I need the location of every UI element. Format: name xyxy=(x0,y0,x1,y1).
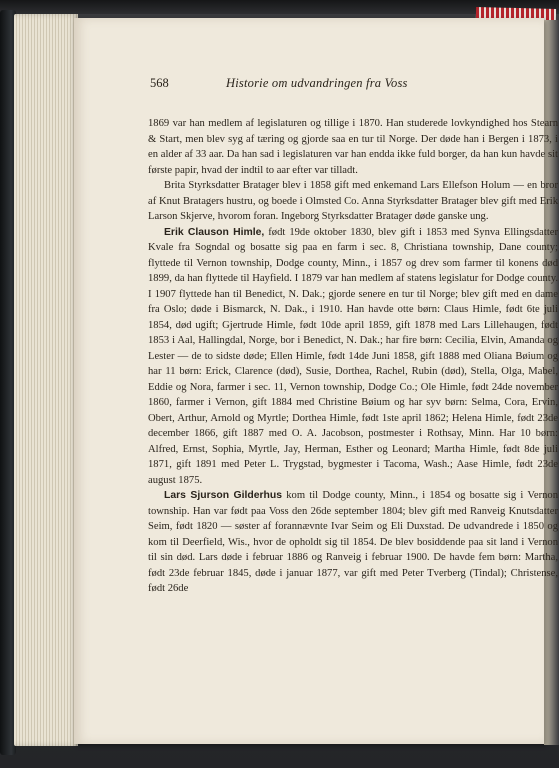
paragraph-text: født 19de oktober 1830, blev gift i 1853 med Synva Ellingsdatter Kvale fra Sogndal og bosatte sig paa en farm i sec. 8, Christiana township, Dane county; flyttede til Vernon township, Dodge county, Minn., i 1857 og drev som farmer til konens død 1899, da han flyttede til Hayfield. I 1879 var han medlem af statens legislatur for Dodge county. I 1907 flyttede han til Benedict, N. Dak.; gjorde senere en tur til Norge; blev gift med en dame fra Oslo; døde i Bismarck, N. Dak., i 1910. Han havde otte børn: Claus Himle, født 6te juli 1854, død ugift; Gjertrude Himle, født 10de april 1859, gift 1878 med Lars Lillehaugen, født 1853 i Aal, Hallingdal, Norge, bor i Benedict, N. Dak.; har fire børn: Cecilia, Elvin, Amanda og Lester — de to sidste døde; Ellen Himle, født 14de Juni 1858, gift 1888 med Oliana Bøium og har 11 børn: Erick, Clarence (død), Susie, Dorthea, Rachel, Rubin (død), Stella, Olga, Mabel, Eddie og Nora, farmer i sec. 11, Vernon township, Dodge Co.; Ole Himle, født 24de november 1860, farmer i Vernon, gift 1884 med Christine Bøium og har syv børn: Selma, Cora, Ervin, Obert, Arthur, Arnold og Myrtle; Dorthea Himle, født 1ste april 1862; Helena Himle, født 23de december 1866, gift 1887 med O. A. Jacobson, postmester i Rothsay, Minn. Har 10 børn: Alfred, Ernst, Sophia, Myrtle, Jay, Herman, Esther og Leonard; Martha Himle, født 8de juli 1871, gift 1891 med Peter L. Trygstad, bygmester i Tacoma, Wash.; Aase Himle, født 23de august 1875. xyxy=(148,226,558,486)
paragraph-2 xyxy=(148,178,558,225)
paragraph-text: Brita Styrksdatter Bratager blev i 1858 gift med enkemand Lars Ellefson Holum — en bror af Knut Bratagers hustru, og boede i Olmsted Co. Anna Styrksdatter Bratager blev gift med Erik Larson Skjerve, hvorom foran. Ingeborg Styrksdatter Bratager døde ganske ung. xyxy=(148,180,558,222)
paragraph-4 xyxy=(148,488,558,597)
body-text xyxy=(148,116,558,597)
page-edges xyxy=(14,14,78,746)
paragraph-text: kom til Dodge county, Minn., i 1854 og bosatte sig i Vernon township. Han var født paa Voss den 26de september 1804; blev gift med Ranveig Knutsdatter Seim, født 1820 — søster af forannævnte Ivar Seim og Eli Duxstad. De udvandrede i 1850 og kom til Deerfield, Wis., hvor de opholdt sig til 1854. De blev bosiddende paa sit land i Vernon til sin død. Lars døde i februar 1886 og Ranveig i februar 1900. De havde fem børn: Martha, født 23de februar 1845, døde i januar 1877, var gift med Peter Tverberg (Tindal); Christense, født 26de xyxy=(148,490,558,594)
paragraph-text: 1869 var han medlem af legislaturen og tillige i 1870. Han studerede lovkyndighed hos Stearn & Start, men blev syg af tæring og gjorde saa en tur til Norge. Der døde han i Bergen i 1873, i en alder af 33 aar. Da han sad i legislaturen var han endda ikke fuld borger, da han kun havde sit første papir, hvad der indtil to aar efter var tilladt. xyxy=(148,118,558,176)
person-name: Erik Clauson Himle, xyxy=(164,226,265,238)
running-head xyxy=(150,74,480,92)
page-number: 568 xyxy=(150,76,169,90)
paragraph-1 xyxy=(148,116,558,178)
person-name: Lars Sjurson Gilderhus xyxy=(164,490,283,501)
book-page xyxy=(74,18,558,744)
running-title: Historie om udvandringen fra Voss xyxy=(226,76,408,90)
paragraph-3 xyxy=(148,225,558,489)
